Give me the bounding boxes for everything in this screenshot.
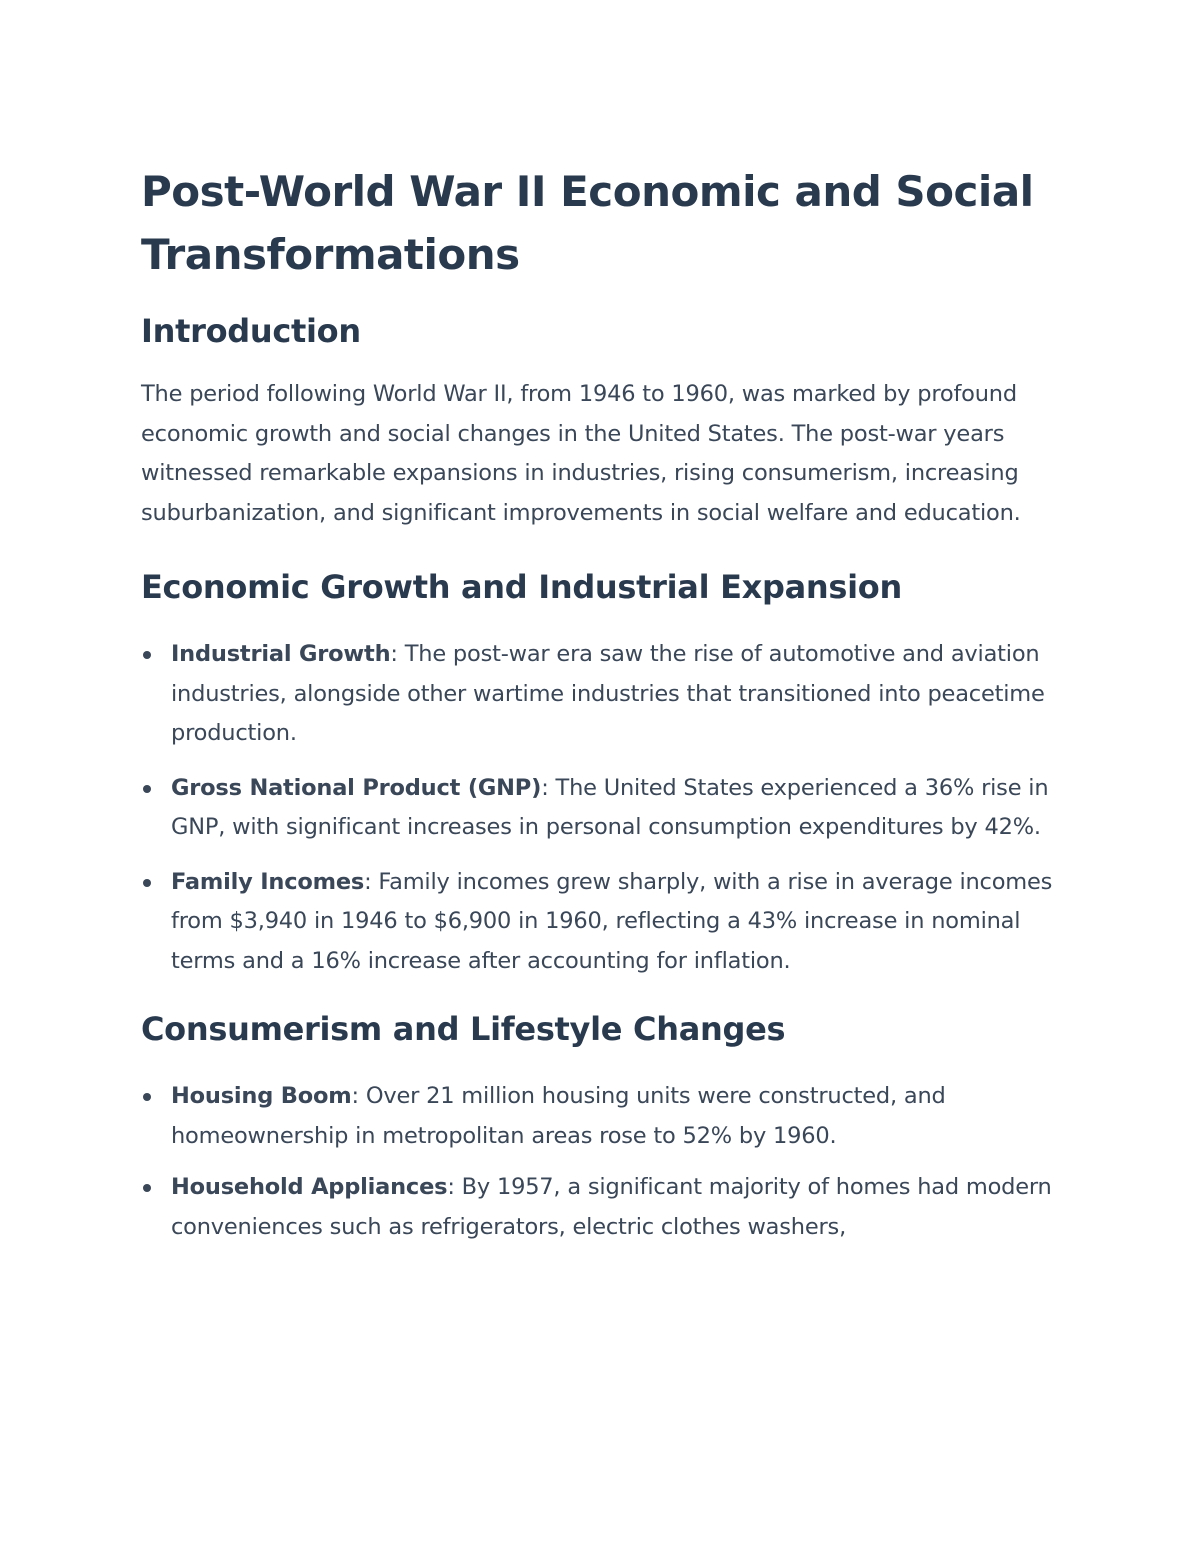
list-item [141,863,1061,982]
bullet-icon [143,785,151,793]
list-item-text: : Over 21 million housing units were constructed, and homeownership in metropolitan areas rose to 52% by 1960. [171,1083,946,1149]
list-item-term: Housing Boom [171,1083,352,1109]
list-item-text: : The post-war era saw the rise of automotive and aviation industries, alongside other wartime industries that transitioned into peacetime production. [171,641,1045,746]
introduction-paragraph: The period following World War II, from 1946 to 1960, was marked by profound economic growth and social changes in the United States. The post-war years witnessed remarkable expansions in industries, rising consumerism, increasing suburbanization, and significant improvements in social welfare and education. [141,381,1021,526]
section-heading-introduction: Introduction [141,312,361,350]
list-item-text: : Family incomes grew sharply, with a rise in average incomes from $3,940 in 1946 to $6,900 in 1960, reflecting a 43% increase in nominal terms and a 16% increase after accounting for inflation. [171,868,1053,974]
list-item-text: : By 1957, a significant majority of homes had modern conveniences such as refrigerators, electric clothes washers, [171,1174,1052,1240]
page-title: Post-World War II Economic and Social Transformations [141,167,1034,279]
bullet-icon [143,1184,151,1192]
section-heading-consumerism: Consumerism and Lifestyle Changes [141,1010,786,1048]
list-item [141,1077,1061,1156]
bullet-icon [143,1093,151,1101]
list-item-text: : The United States experienced a 36% rise in GNP, with significant increases in personal consumption expenditures by 42%. [171,774,1049,840]
list-item [141,769,1061,848]
economic-growth-list [141,635,1061,981]
document-page [141,160,1061,1247]
list-item-term: Family Incomes [171,868,365,895]
list-item-term: Household Appliances [171,1174,448,1200]
list-item-term: Gross National Product (GNP) [171,774,542,801]
list-item-term: Industrial Growth [171,641,391,667]
bullet-icon [143,879,151,887]
list-item [141,1168,1061,1247]
consumerism-list [141,1077,1061,1247]
list-item [141,635,1061,754]
bullet-icon [143,651,151,659]
section-heading-economic-growth: Economic Growth and Industrial Expansion [141,568,902,606]
